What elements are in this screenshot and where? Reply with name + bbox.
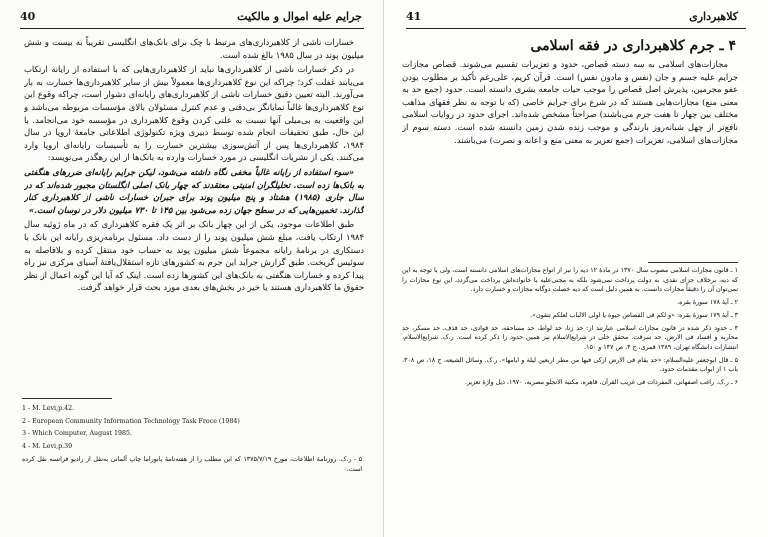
left-paragraph: خسارات ناشی از کلاهبرداری‌های مرتبط با چک برای بانک‌های انگلیسی تقریباً به بیست و شش میلیون پوند در سال ۱۹۸۵ بالغ شده است.	[24, 37, 364, 60]
left-paragraph: طبق اطلاعات موجود، یکی از این چهار بانک بر اثر یک فقره کلاهبرداری که در ماه ژوئیه سال ۱۹۸۴ ارتکاب یافت، مبلغ شش میلیون پوند را از دست داد. مسئول برنامه‌ریزی رایانه این بانک با دستکاری در برنامهٔ رایانه مجموعاً شش میلیون پوند به حساب خود منتقل کرده و بلافاصله به سوئیس گریخت. طبق گزارش جراید این جرم به کشورهای تازه استقلال‌یافتهٔ آسیای مرکزی نیز راه پیدا کرده و خسارات هنگفتی به بانک‌های این کشورها زده است. اینک که آیا این گونه اعمال از نظر حقوق ما کلاهبرداری هستند یا خیر در بخش‌های بعدی مورد بحث قرار خواهد گرفت.	[24, 219, 364, 293]
left-header-rule	[20, 28, 364, 29]
right-footnote-rule	[648, 262, 738, 263]
footnote: ۴ ـ حدود ذکر شده در قانون مجازات اسلامی عبارتند از: حد زنا، حد لواط، حد مساحقه، حد قوادی، حد قذف، حد مسکر، حد محاربه و افساد فی الارض، حد سرقت. محقق حلی در شرایع‌الاسلام نیز همین حدود را ذکر کرده است. ر.ک. شرایع‌الاسلام، انتشارات دانشگاه تهران، ۱۳۸۹ قمری، ج ۴، ص ۱۴۷ و ۱۵۰.	[402, 324, 738, 351]
footnote: ۱ ـ قانون مجازات اسلامی مصوب سال ۱۳۷۰ در مادهٔ ۱۲ دیه را نیز از انواع مجازات‌های اسلامی دانسته است، ولی با توجه به این که دیه، برخلاف جزای نقدی، به دولت پرداخت نمی‌شود بلکه به مجنی‌علیه یا خانواده‌اش پرداخت می‌گردد، این نوع مجازات را نمی‌توان آن را دقیقاً مجازات دانست. به همین دلیل است که دیه خصلت دوگانه مجازات و خسارت دارد.	[402, 267, 738, 294]
left-paragraph: در ذکر خسارات ناشی از کلاهبرداری‌ها نباید از کلاهبرداری‌هایی که با استفاده از رایانه ارتکاب می‌یابند غفلت کرد؛ چراکه این نوع کلاهبرداری‌ها معمولاً بیش از سایر کلاهبرداری‌ها خسارت به بار می‌آورند. البته تعیین دقیق خسارات ناشی از کلاهبرداری‌های رایانه‌ای دشوار است، چراکه وقوع این نوع کلاهبرداری‌ها غالباً نمایانگر بی‌دقتی و عدم کنترل مسئولان بالای مؤسسات مربوطه می‌باشد و این واقعیت به بی‌میلی آنها نسبت به علنی کردن وقوع کلاهبرداری در مؤسسه خود می‌انجامد. با این حال، طبق تحقیقات انجام شده توسط دبیری ویژه تکنولوژی اطلاعاتی جامعهٔ اروپا در سال ۱۹۸۴، کلاهبرداری‌ها پس از آتش‌سوزی بیشترین خسارت را به تأسیسات رایانه‌ای اروپا وارد می‌کنند. یکی از نشریات انگلیسی در مورد خسارات وارده به بانک‌ها از این رهگذر می‌نویسد:	[24, 64, 364, 163]
left-footnote-rule	[22, 398, 112, 399]
left-footnotes	[22, 404, 362, 516]
footnote: 4 - M. Levi,p.39	[22, 443, 73, 451]
left-running-header: جرایم علیه اموال و مالکیت	[237, 10, 362, 23]
left-body-text	[24, 36, 364, 380]
footnote: 2 - European Community Information Technology Task Froce (1984)	[22, 417, 240, 425]
footnote: ۶ ـ ر.ک. راغب اصفهانی، المفردات فی غریب القرآن، قاهره، مکتبة الانجلو مصریه، ۱۹۷۰، ذیل واژهٔ تعزیر.	[464, 379, 738, 387]
right-page	[384, 0, 768, 537]
right-header-rule	[406, 28, 746, 29]
right-body-text	[402, 58, 738, 254]
right-page-number: 41	[406, 10, 422, 23]
footnote: 1 - M. Levi,p.42.	[22, 405, 75, 412]
right-running-header: کلاهبرداری	[689, 10, 738, 23]
section-title: ۴ ـ جرم کلاهبرداری در فقه اسلامی	[530, 38, 736, 54]
right-footnotes	[402, 266, 738, 528]
left-page-number: 40	[20, 10, 36, 23]
footnote: ۳ ـ آیهٔ ۱۷۹ سورهٔ بقره: «و لکم فی القصاص حیوة یا اولی الالباب لعلکم تتقون».	[530, 311, 738, 319]
footnote: ۲ ـ آیهٔ ۱۷۸ سورهٔ بقره.	[677, 299, 738, 307]
footnote: ۵ ـ قال ابوجعفر علیه‌السلام: «حد یقام فی الارض ازکی فیها من مطر اربعین لیلة و ایامها». ر.ک. وسائل الشیعه، ج ۱۸، ص ۳۰۸، باب ۱ از ابواب مقدمات حدود.	[402, 356, 738, 374]
left-quote-paragraph: «سوء استفاده از رایانه غالباً مخفی نگاه داشته می‌شود، لیکن جرایم رایانه‌ای ضررهای هنگفتی به بانک‌ها زده است. تحلیلگران امنیتی معتقدند که چهار بانک اصلی انگلستان مجبور شده‌اند که در سال جاری (۱۹۸۵) هشتاد و پنج میلیون پوند برای جبران خسارات ناشی از کلاهبرداری کنار گذارند. تخمین‌هایی که در سطح جهان زده می‌شود بین ۱۴۵ تا ۷۳۰ میلیون دلار در نوسان است.»	[24, 166, 364, 215]
footnote: 3 - Which Computer, August 1985.	[22, 430, 132, 438]
footnote: ۵ - ر.ک. روزنامهٔ اطلاعات، مورخ ۱۳۷۵/۷/۱۹ که این مطلب را از هفته‌نامهٔ پانوراما چاپ آلمانی به‌نقل از رادیو فرانسه نقل کرده است.	[22, 455, 362, 473]
right-paragraph: مجازات‌های اسلامی به سه دسته قصاص، حدود و تعزیرات تقسیم می‌شوند. قصاص مجازات جرایم علیه جسم و جان (نفس و مادون نفس) است. قرآن کریم، علی‌رغم تأکید بر مطلوب بودن عفو مجرمین، پذیرش اصل قصاص را موجب حیات جامعه بشری دانسته است. حدود (جمع حد به معنی منع) مجازات‌هایی هستند که در شرع برای جرایم خاصی (که با توجه به نظر فقهای مذاهب مختلف بین چهار تا هفت جرم می‌باشند) صراحتاً مشخص شده‌اند. اجرای حدود در روایات اسلامی نافع‌تر از چهل شبانه‌روز بارندگی و موجب زنده شدن زمین دانسته شده است. دسته سوم از مجازات‌های اسلامی، تعزیرات (جمع تعزیر به معنی منع و اعانه و نصرت) می‌باشند.	[402, 59, 738, 145]
